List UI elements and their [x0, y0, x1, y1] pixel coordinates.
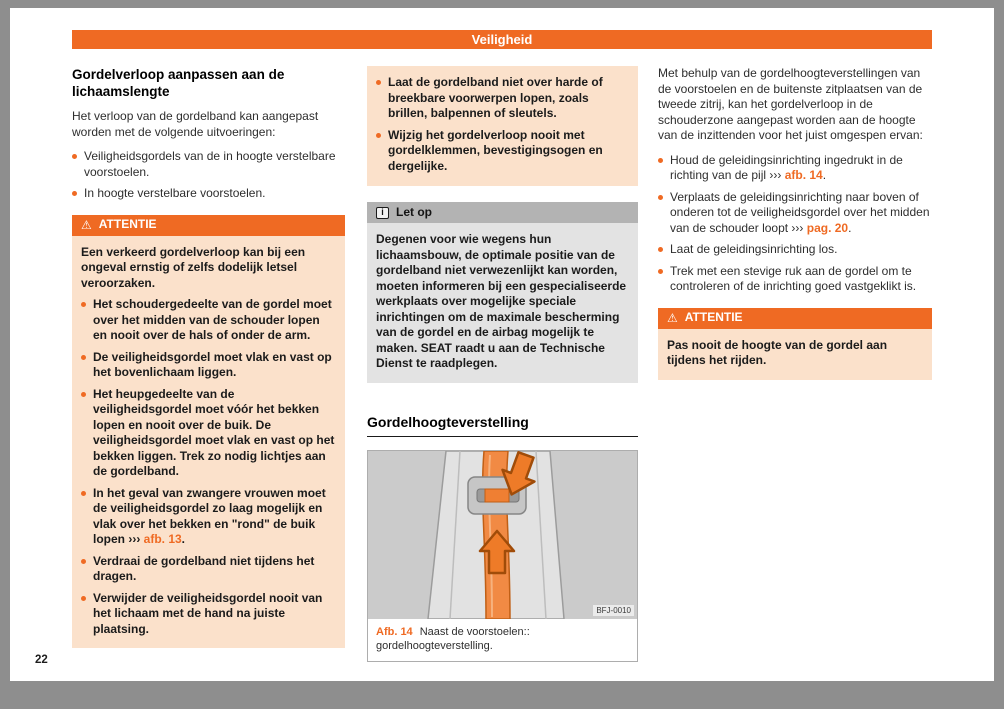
info-icon: i: [376, 207, 389, 219]
intro-paragraph: Met behulp van de gordelhoogteverstellingen van de voorstoelen en de buitenste zitplaatsen van de tweede zitrij, kan het gordelverloop in de schouderzone aangepast worden aan de hoogte van de inzittenden voor het juist omgespen ervan:: [658, 66, 923, 142]
list-item: [658, 190, 932, 237]
list-item-text: Wijzig het gordelverloop nooit met gordelklemmen, bevestigingsogen en dergelijke.: [388, 127, 603, 173]
list-item-text-post: .: [181, 532, 186, 546]
list-item-text: Laat de geleidingsinrichting los.: [670, 242, 838, 256]
list-item-text: [670, 153, 932, 184]
figure-caption: [368, 619, 637, 661]
warning-box-continued: [367, 66, 638, 186]
list-item-text: Veiligheidsgordels van de in hoogte verstelbare voorstoelen.: [84, 149, 336, 179]
topic-heading: Gordelverloop aanpassen aan de lichaamslengte: [72, 67, 285, 99]
note-header: [367, 202, 638, 223]
cross-reference-afb-14[interactable]: afb. 14: [784, 168, 823, 182]
cross-reference-afb-13[interactable]: afb. 13: [143, 532, 182, 546]
list-item: [376, 75, 629, 122]
list-item: [658, 242, 932, 258]
bullet-icon: [81, 302, 86, 307]
bullet-icon: [81, 491, 86, 496]
list-item: [72, 149, 345, 180]
note-box-let-op: [367, 202, 638, 383]
bullet-icon: [658, 195, 663, 200]
list-item-text-post: .: [848, 220, 852, 235]
seatbelt-height-adjuster-illustration: [368, 451, 637, 619]
bullet-icon: [81, 355, 86, 360]
bullet-icon: [376, 133, 381, 138]
list-item: [81, 591, 336, 638]
bullet-icon: [658, 158, 663, 163]
warning-triangle-icon: ⚠: [667, 311, 678, 325]
list-item-text-pre: Verplaats de geleidingsinrichting naar boven of onderen tot de veiligheidsgordel over het midden van de schouder loopt ›››: [670, 189, 930, 235]
figure-label: Afb. 14: [376, 626, 413, 638]
column-left: [72, 66, 345, 648]
list-item-text: In hoogte verstelbare voorstoelen.: [84, 186, 266, 200]
list-item: [81, 387, 336, 480]
warning-box-attentie: [658, 308, 932, 380]
page-number: 22: [35, 654, 48, 666]
list-item-text: De veiligheidsgordel moet vlak en vast op het bovenlichaam liggen.: [93, 349, 332, 379]
intro-paragraph: Het verloop van de gordelband kan aangepast worden met de volgende uitvoeringen:: [72, 109, 319, 139]
warning-body: [72, 236, 345, 649]
list-item: [72, 186, 345, 202]
list-item-text: Trek met een stevige ruk aan de gordel om te controleren of de inrichting goed vastgeklikt is.: [670, 263, 917, 293]
column-right: [658, 66, 932, 380]
figure-code: BFJ-0010: [593, 605, 634, 616]
list-item: [658, 153, 932, 184]
list-item-text: Verdraai de gordelband niet tijdens het dragen.: [93, 553, 315, 583]
list-item: [376, 128, 629, 175]
warning-triangle-icon: ⚠: [81, 218, 92, 232]
list-item-text: Het heupgedeelte van de veiligheidsgordel moet vóór het bekken lopen en nooit over de buik. De veiligheidsgordel moet vlak en vast op het bekken liggen. Trek zo nodig lichtjes aan de gordelband.: [93, 386, 335, 478]
manual-page: [10, 8, 994, 681]
warning-title: ATTENTIE: [98, 217, 157, 232]
column-middle: [367, 66, 638, 662]
list-item-text: Laat de gordelband niet over harde of breekbare voorwerpen lopen, zoals brillen, balpennen of sleutels.: [388, 75, 603, 120]
bullet-icon: [658, 269, 663, 274]
bullet-icon: [72, 191, 77, 196]
warning-body: Pas nooit de hoogte van de gordel aan tijdens het rijden.: [658, 329, 932, 380]
list-item-text-pre: Houd de geleidingsinrichting ingedrukt in de richting van de pijl ›››: [670, 152, 903, 182]
bullet-icon: [72, 154, 77, 159]
warning-box-attentie: [72, 215, 345, 649]
list-item-text-post: .: [822, 168, 827, 182]
bullet-icon: [81, 596, 86, 601]
chapter-title: Veiligheid: [471, 32, 533, 47]
bullet-icon: [81, 392, 86, 397]
list-item-text-pre: In het geval van zwangere vrouwen moet de veiligheidsgordel zo laag mogelijk en vlak over het bekken en "rond" de buik lopen ›››: [93, 485, 326, 546]
figure-image: [368, 451, 637, 619]
figure-afb-14: [367, 450, 638, 662]
list-item-text: Verwijder de veiligheidsgordel nooit van het lichaam met de hand na juiste plaatsing.: [93, 590, 323, 636]
list-item-text: Het schoudergedeelte van de gordel moet over het midden van de schouder lopen en nooit over de hals of onder de arm.: [93, 297, 332, 342]
note-body: Degenen voor wie wegens hun lichaamsbouw, de optimale positie van de gordelband niet verwezenlijkt kan worden, moeten informeren bij een gespecialiseerde werkplaats over mogelijke speciale inrichtingen om de maximale bescherming van de gordel en de airbag mogelijk te maken. SEAT raadt u aan de Technische Dienst te raadplegen.: [367, 223, 638, 383]
figure-caption-text: Naast de voorstoelen:: gordelhoogteverstelling.: [376, 626, 530, 652]
warning-header: [658, 308, 932, 329]
bullet-icon: [81, 559, 86, 564]
list-item: [81, 486, 336, 548]
bullet-icon: [376, 80, 381, 85]
note-title: Let op: [396, 204, 432, 219]
chapter-header-bar: [72, 30, 932, 49]
list-item: [81, 554, 336, 585]
list-item: [81, 297, 336, 344]
list-item-text: [93, 486, 336, 548]
cross-reference-pag-20[interactable]: pag. 20: [806, 220, 849, 235]
bullet-icon: [658, 247, 663, 252]
list-item-text: [670, 190, 932, 237]
warning-header: [72, 215, 345, 236]
list-item: [81, 350, 336, 381]
list-item: [658, 264, 932, 295]
section-heading-gordelhoogteverstelling: Gordelhoogteverstelling: [367, 415, 638, 438]
warning-intro: Een verkeerd gordelverloop kan bij een ongeval ernstig of zelfs dodelijk letsel veroorzaken.: [81, 244, 306, 290]
warning-title: ATTENTIE: [684, 310, 743, 325]
